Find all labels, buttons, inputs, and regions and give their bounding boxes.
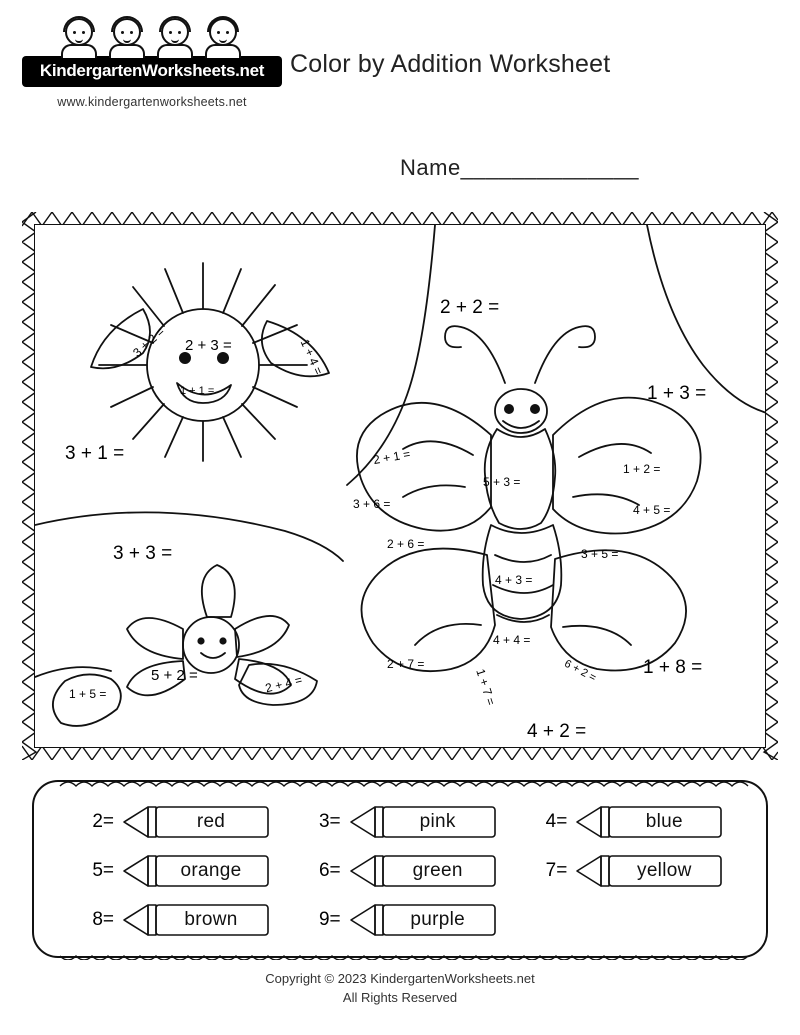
crayon-icon [118,902,270,938]
crayon-color-name: orange [180,859,242,881]
crayon-icon [118,804,270,840]
equation: 1 + 2 = [623,462,661,476]
legend-number: 3= [318,811,341,833]
copyright-text: Copyright © 2023 KindergartenWorksheets.net [265,971,535,986]
equation: 4 + 2 = [527,721,587,742]
page-title: Color by Addition Worksheet [290,50,611,78]
picture-canvas [34,224,766,748]
equation: 4 + 4 = [493,633,531,647]
legend-number: 2= [92,811,114,833]
legend-item [515,853,742,889]
name-field-label: Name______________ [400,155,639,180]
legend-grid [62,798,742,944]
equation: 3 + 1 = [65,443,125,464]
crayon-icon [345,902,497,938]
legend-number: 5= [92,859,114,881]
page-footer [0,970,800,1008]
site-logo[interactable] [22,18,282,109]
equation: 3 + 5 = [581,547,619,561]
legend-item [515,804,742,840]
color-key-legend [32,780,768,958]
equation: 5 + 3 = [483,475,521,489]
crayon-icon [345,804,497,840]
equation: 4 + 3 = [495,573,533,587]
kids-illustration [52,18,252,58]
kid-icon-4 [202,18,244,58]
equation: 4 + 5 = [633,503,671,517]
page-header [0,0,800,140]
legend-item [62,804,289,840]
equation: 2 + 3 = [185,337,232,354]
legend-item [289,853,516,889]
logo-wordmark: KindergartenWorksheets.net [22,56,282,87]
legend-item [289,902,516,938]
crayon-icon [118,853,270,889]
legend-number: 8= [92,908,114,930]
legend-item [62,902,289,938]
crayon-color-name: green [412,859,463,881]
crayon-icon [571,853,723,889]
legend-number: 6= [318,859,341,881]
equation: 2 + 1 = [372,446,412,468]
legend-number: 4= [545,811,568,833]
legend-item [289,804,516,840]
crayon-icon [571,804,723,840]
crayon-color-name: red [196,811,226,833]
legend-number: 9= [318,908,341,930]
equation: 2 + 4 = [263,672,304,696]
equation: 1 + 7 = [473,667,499,707]
equation: 3 + 2 = [130,324,168,360]
crayon-icon [345,853,497,889]
crayon-color-name: pink [419,811,456,833]
coloring-picture [22,212,778,760]
equation: 1 + 8 = [643,657,703,678]
legend-item [62,853,289,889]
equation: 1 + 5 = [69,687,107,701]
crayon-color-name: purple [410,908,465,930]
equation: 1 + 3 = [647,383,707,404]
equation: 2 + 7 = [387,657,425,671]
equation: 3 + 6 = [353,497,391,511]
equation: 6 + 2 = [562,657,599,685]
equation: 5 + 2 = [151,667,198,684]
equation: 2 + 2 = [440,297,500,318]
equation: 2 + 6 = [387,537,425,551]
site-url: www.kindergartenworksheets.net [57,95,247,109]
crayon-color-name: brown [184,908,238,930]
kid-icon-3 [154,18,196,58]
kid-icon-2 [106,18,148,58]
equation: 1 + 1 = [180,385,215,397]
crayon-color-name: yellow [637,859,692,881]
rights-text: All Rights Reserved [342,989,458,1005]
kid-icon-1 [58,18,100,58]
equation: 3 + 3 = [113,543,173,564]
legend-number: 7= [545,859,568,881]
equation: 1 + 4 = [297,337,326,377]
crayon-color-name: blue [645,811,683,833]
